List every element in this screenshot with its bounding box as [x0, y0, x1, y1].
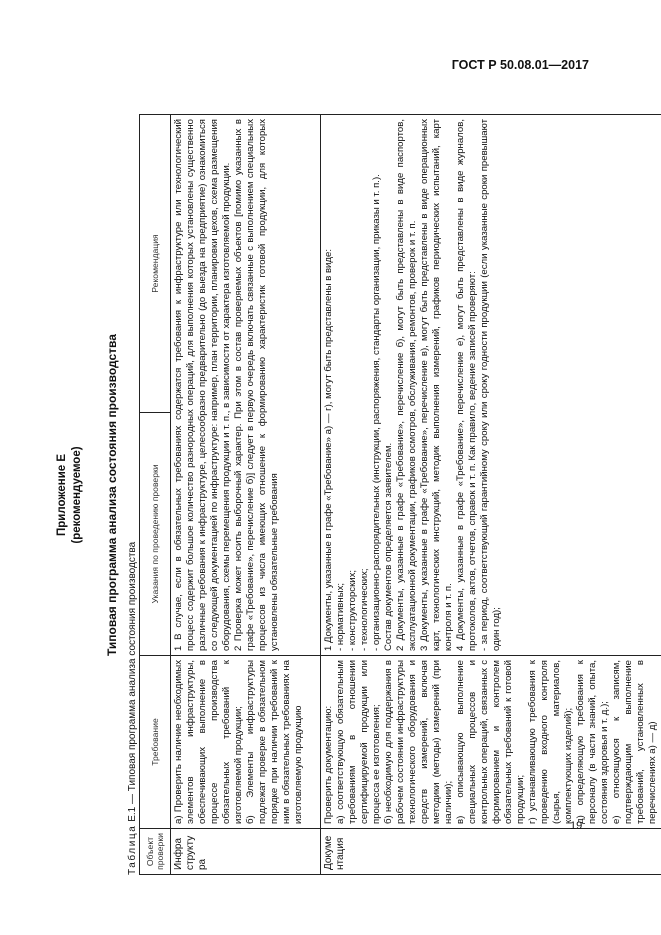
- table-row: [321, 115, 661, 875]
- cell-instructions-recommendation: 1 В случае, если в обязательных требованиях содержатся требования к инфраструктуре или технологический процесс содержит большое количество разнородных операций, для выполнения которых установлены существенно различные требования к инфраструктуре, целесообразно предварительно (до выезда на предприятие) ознакомиться со следующей документацией по инфраструктуре: например, план территории, планировки цехов, схема размещения оборудования, схемы перемещения продукции и т. п., в зависимости от характера изготовляемой продукции. 2 Проверка может носить выборочный характер. При этом в состав проверяемых объектов [помимо указанных в графе «Требование», перечисление б)] следует в первую очередь включать связанные с выполнением специальных процессов из числа имеющих отношение к формированию характеристик готовой продукции, для которых установлены обязательные требования: [171, 115, 321, 656]
- appendix-subtitle: (рекомендуемое): [71, 446, 83, 544]
- column-header: Требование: [140, 656, 171, 829]
- appendix-heading: [55, 115, 85, 875]
- page-number: 19: [570, 820, 583, 832]
- table-header-row: [140, 115, 171, 875]
- cell-instructions-recommendation: 1 Документы, указанные в графе «Требование» а) — г), могут быть представлены в виде: - нормативных; - конструкторских; - технологических; - организационно-распорядительных (инструкции, распоряжения, стандарты организации, приказы и т. п.). Состав документов определяется заявителем. 2 Документы, указанные в графе «Требование», перечисление б), могут быть представлены в виде паспортов, эксплуатационной документации, графиков осмотров, обслуживания, ремонтов, проверок и т. п. 3 Документы, указанные в графе «Требование», перечисление в), могут быть представлены в виде операционных карт, технологических инструкций, методик выполнения измерений, графиков периодических испытаний, карт контроля и т. п. 4 Документы, указанные в графе «Требование», перечисление е), могут быть представлены в виде журналов, протоколов, актов, отчетов, справок и т. п. Как правило, ведение записей проверяют: - за период, соответствующий гарантийному сроку или сроку годности продукции (если указанные сроки превышают один год);: [321, 115, 661, 656]
- column-header: Рекомендация: [140, 115, 171, 413]
- table-caption-text: Е.1 — Типовая программа анализа состояния производства: [127, 541, 138, 822]
- cell-object: Инфраструктура: [171, 829, 321, 875]
- table-caption: [127, 542, 138, 875]
- appendix-title: Приложение Е: [56, 453, 68, 537]
- cell-requirement: а) Проверить наличие необходимых элементов инфраструктуры, обеспечивающих выполнение в процессе производства обязательных требований к изготовляемой продукции; б) Элементы инфраструктуры подлежат проверке в обязательном порядке при наличии требований к ним в обязательных требованиях на изготовляемую продукцию: [171, 656, 321, 829]
- standard-number: ГОСТ Р 50.08.01—2017: [451, 58, 589, 72]
- program-table: [139, 114, 661, 875]
- cell-object: Документация: [321, 829, 661, 875]
- column-header: Объект проверки: [140, 829, 171, 875]
- column-header: Указания по проведению проверки: [140, 413, 171, 656]
- table-row: [171, 115, 321, 875]
- main-title: Типовая программа анализа состояния производства: [105, 334, 119, 656]
- table-caption-prefix: Таблица: [127, 824, 138, 875]
- cell-requirement: Проверить документацию: а) соответствующую обязательным требованиям в отношении сертифицируемой продукции или процесса ее изготовления; б) необходимую для поддержания в рабочем состоянии инфраструктуры технологического оборудования и средств измерений, включая методики (методы) измерений (при наличии); в) описывающую выполнение специальных процессов и контрольных операций, связанных с формированием и контролем обязательных требований к готовой продукции; г) устанавливающую требования к проведению входного контроля (сырья, материалов, комплектующих изделий); д) определяющую требования к персоналу (в части знаний, опыта, состояния здоровья и т. д.); е) относящуюся к записям, подтверждающим выполнение требований, установленных в перечислениях а) — д): [321, 656, 661, 829]
